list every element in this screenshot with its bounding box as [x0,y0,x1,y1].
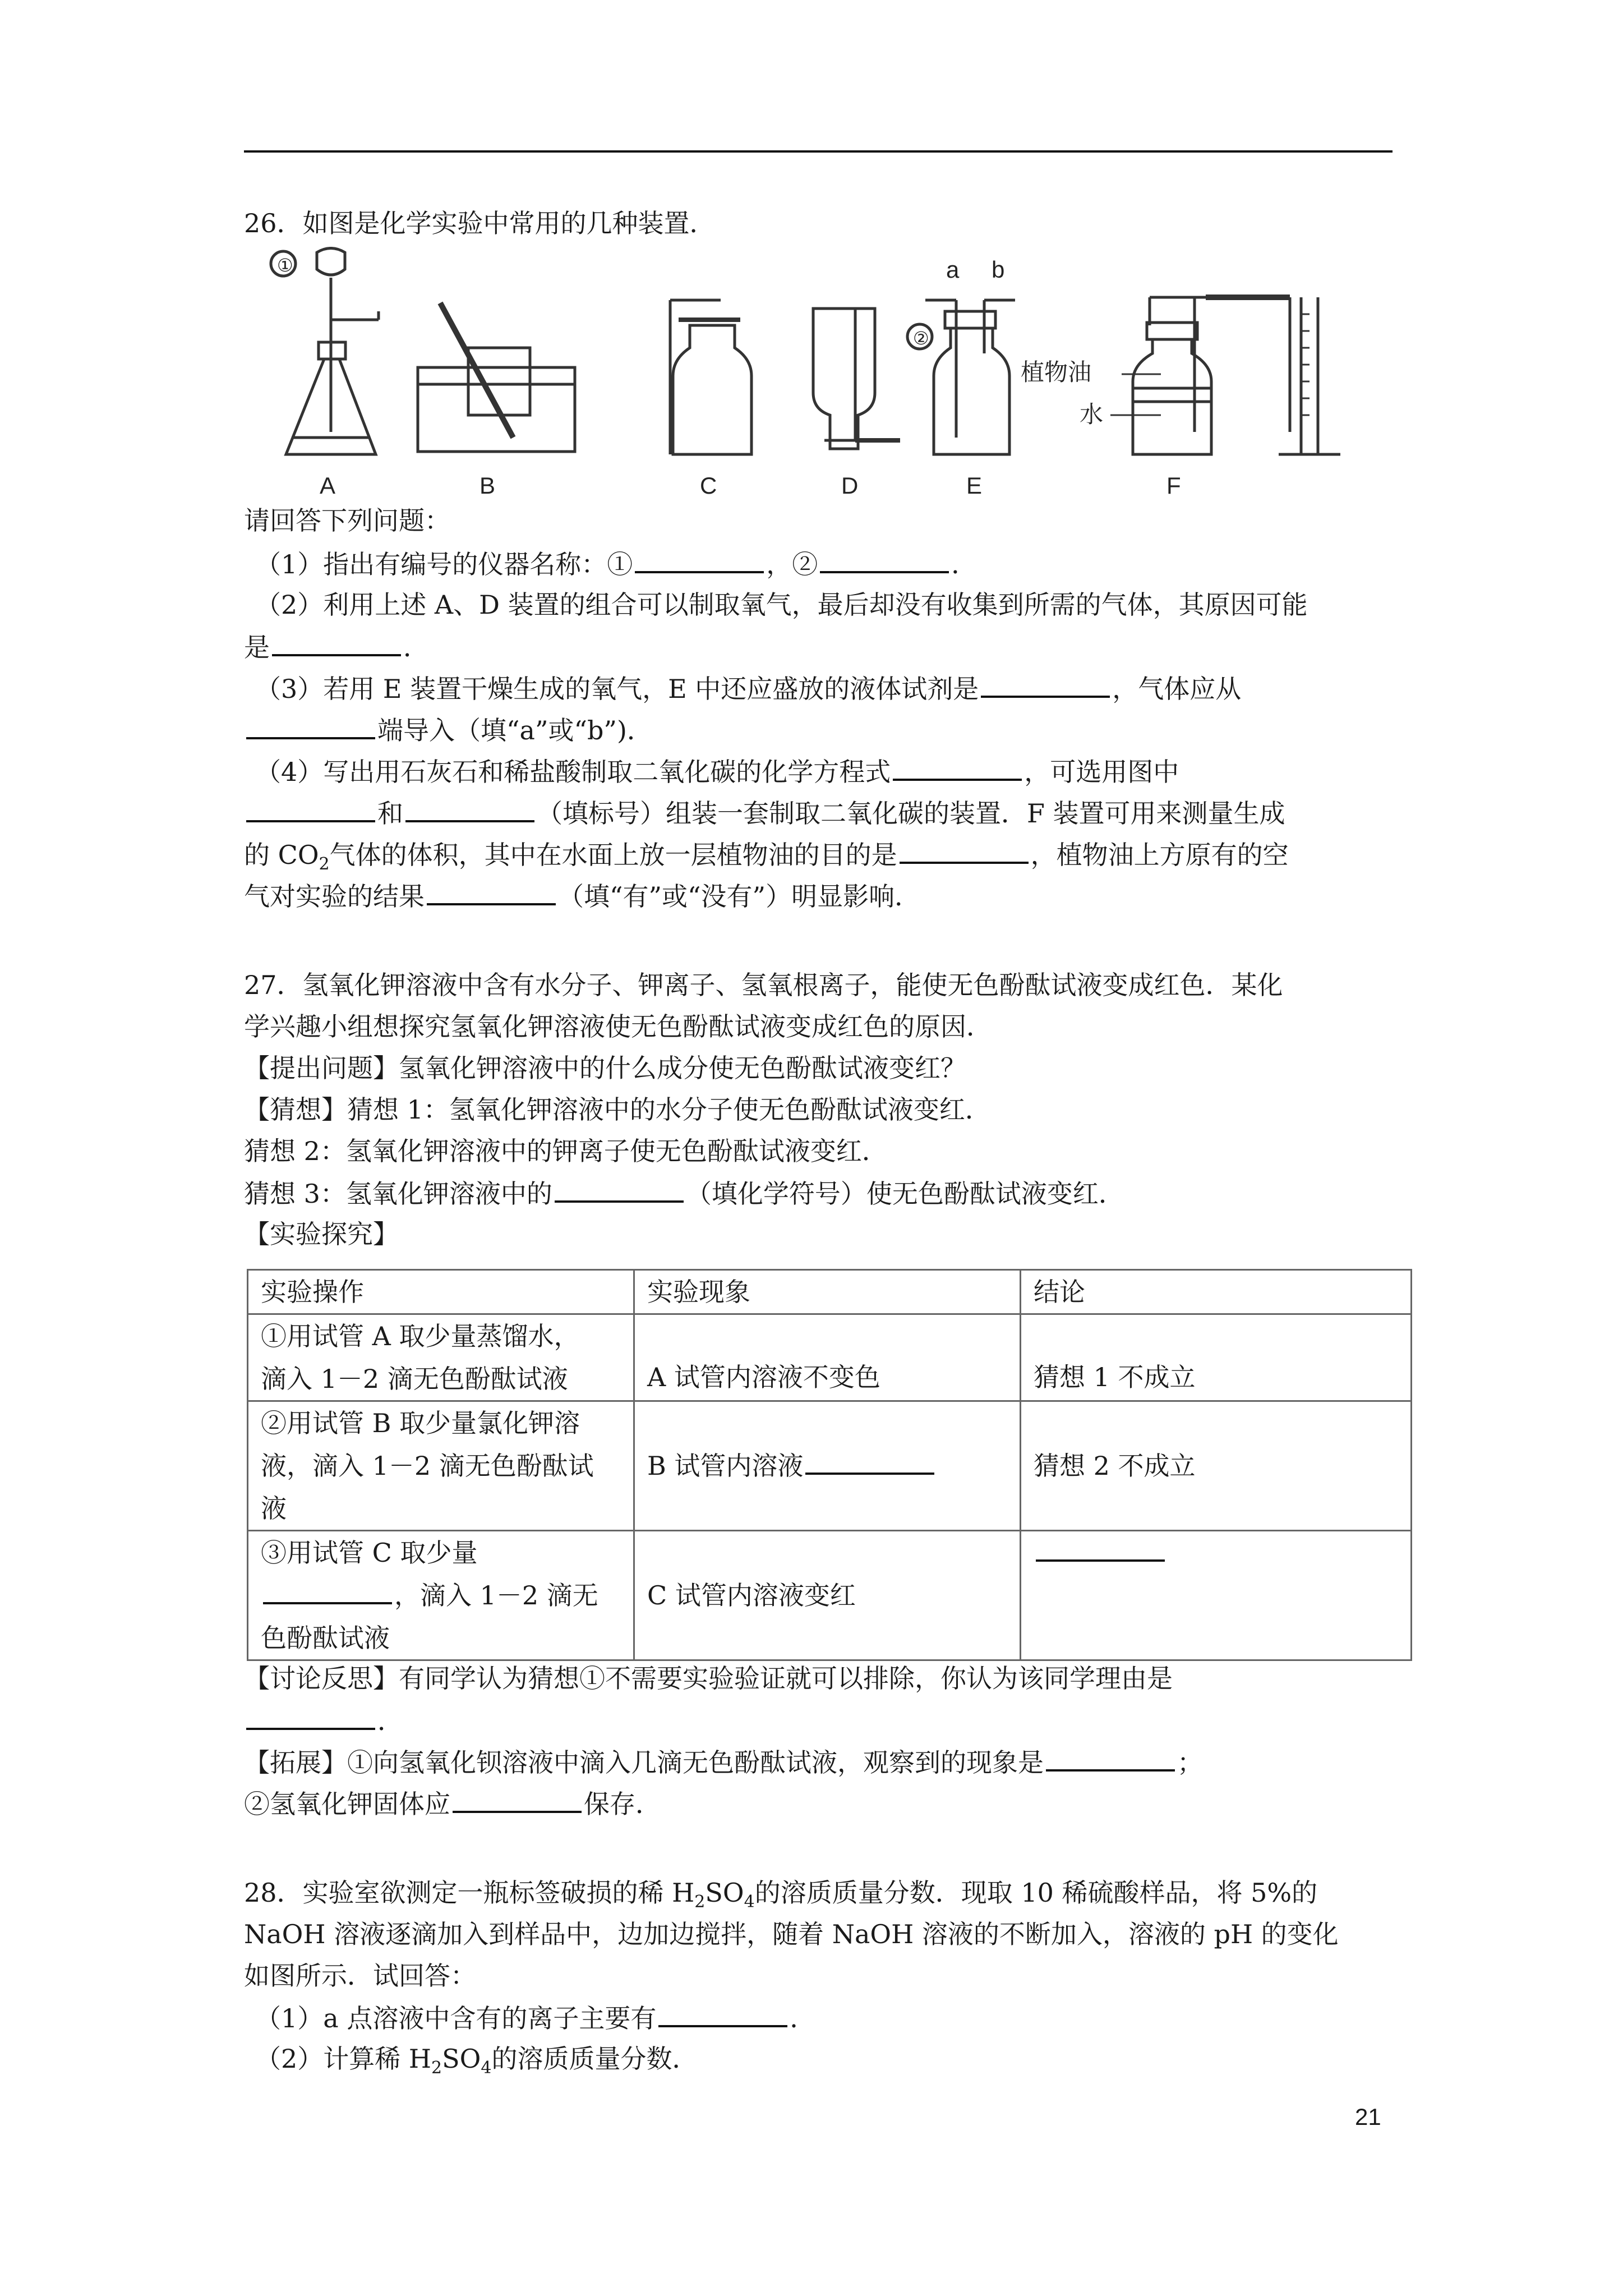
q27-intro-1: 27．氢氧化钾溶液中含有水分子、钾离子、氢氧根离子，能使无色酚酞试液变成红色．某化 [244,970,1283,1000]
label-oil: 植物油 [1021,359,1092,385]
q26-part2: （2）利用上述 A、D 装置的组合可以制取氧气，最后却没有收集到所需的气体，其原因可能 [255,590,1308,620]
label-circle1: ① [277,255,293,275]
table-header: 实验操作 [248,1270,634,1314]
q28-part1: （1）a 点溶液中含有的离子主要有 ． [255,2000,815,2035]
q27-question: 【提出问题】氢氧化钾溶液中的什么成分使无色酚酞试液变红？ [244,1053,966,1083]
label-port-b: b [992,256,1005,283]
answer-blank [453,1786,582,1813]
answer-blank [246,795,375,822]
answer-blank [427,878,556,905]
answer-blank [805,1448,934,1475]
q27-guess3: 猜想 3：氢氧化钾溶液中的 （填化学符号）使无色酚酞试液变红． [244,1176,1124,1211]
table-cell: C 试管内溶液变红 [634,1531,1021,1660]
q26-title: 26．如图是化学实验中常用的几种装置． [244,208,716,238]
apparatus-drawing [247,247,1402,505]
answer-blank [263,1577,392,1604]
table-header: 实验现象 [634,1270,1021,1314]
q27-guess1: 【猜想】猜想 1：氢氧化钾溶液中的水分子使无色酚酞试液变红． [244,1094,991,1125]
label-A: A [320,472,336,499]
q28-line2: NaOH 溶液逐滴加入到样品中，边加边搅拌，随着 NaOH 溶液的不断加入，溶液的 pH 的变化 [244,1919,1339,1949]
answer-blank [658,2000,787,2027]
table-row [248,1401,1412,1531]
answer-blank [246,1703,375,1730]
q26-part3: （3）若用 E 装置干燥生成的氧气，E 中还应盛放的液体试剂是 ，气体应从 [255,671,1241,706]
experiment-table [247,1269,1412,1661]
q28-line3: 如图所示．试回答： [244,1961,476,1991]
q26-prompt: 请回答下列问题： [244,505,450,536]
label-D: D [841,472,859,499]
answer-blank [405,795,534,822]
q26-part1: （1）指出有编号的仪器名称：① ，② ． [255,546,977,581]
label-circle2: ② [913,328,929,348]
label-port-a: a [946,256,960,283]
answer-blank [635,546,764,573]
table-row [248,1531,1412,1660]
label-B: B [479,472,496,499]
q26-part2-cont: 是 ． [244,629,429,664]
answer-blank [981,671,1110,698]
q26-part4: （4）写出用石灰石和稀盐酸制取二氧化碳的化学方程式 ，可选用图中 [255,754,1179,789]
answer-blank [900,837,1029,864]
q27-guess2: 猜想 2：氢氧化钾溶液中的钾离子使无色酚酞试液变红． [244,1136,888,1166]
q26-part3-cont: 端导入（填“a”或“b”)． [244,712,653,747]
q27-explore: 【实验探究】 [244,1219,399,1249]
apparatus-figure [247,247,1402,505]
answer-blank [820,546,949,573]
q27-discuss: 【讨论反思】有同学认为猜想①不需要实验验证就可以排除，你认为该同学理由是 [244,1663,1173,1694]
table-cell: ③用试管 C 取少量 ，滴入 1－2 滴无 色酚酞试液 [248,1531,634,1660]
table-cell: 猜想 1 不成立 [1021,1314,1412,1401]
table-header: 结论 [1021,1270,1412,1314]
label-E: E [966,472,983,499]
table-cell: ②用试管 B 取少量氯化钾溶 液，滴入 1－2 滴无色酚酞试 液 [248,1401,634,1531]
label-C: C [700,472,717,499]
answer-blank [555,1176,684,1203]
table-cell [1021,1531,1412,1660]
table-row [248,1314,1412,1401]
label-F: F [1166,472,1181,499]
table-cell: 猜想 2 不成立 [1021,1401,1412,1531]
q26-part4-cont2: 的 $CO_2$气体的体积，其中在水面上放一层植物油的目的是 ，植物油上方原有的空 [244,837,1289,872]
q26-part4-cont1: 和 （填标号）组装一套制取二氧化碳的装置．F 装置可用来测量生成 [244,795,1285,830]
answer-blank [893,754,1022,781]
q26-part4-cont3: 气对实验的结果 （填“有”或“没有”）明显影响． [244,878,920,913]
q27-extension: 【拓展】①向氢氧化钡溶液中滴入几滴无色酚酞试液，观察到的现象是 ； [244,1745,1203,1779]
answer-blank [1036,1535,1165,1562]
table-cell: ①用试管 A 取少量蒸馏水， 滴入 1－2 滴无色酚酞试液 [248,1314,634,1401]
q28-part2: （2）计算稀 $H_2SO_4$的溶质质量分数． [255,2044,698,2078]
header-rule [244,150,1393,153]
table-cell: B 试管内溶液 [634,1401,1021,1531]
answer-blank [246,712,375,739]
answer-blank [272,629,401,656]
table-header-row [248,1270,1412,1314]
q28-line1: 28．实验室欲测定一瓶标签破损的稀 $H_2SO_4$的溶质质量分数．现取 10 稀硫酸样品，将 5%的 [244,1878,1318,1912]
q27-discuss-cont: ． [244,1703,403,1738]
label-water: 水 [1080,401,1104,427]
q27-intro-2: 学兴趣小组想探究氢氧化钾溶液使无色酚酞试液变成红色的原因． [244,1011,992,1042]
answer-blank [1046,1745,1175,1772]
q27-extension-2: ②氢氧化钾固体应 保存． [244,1786,661,1821]
page-number: 21 [1355,2104,1381,2130]
table-cell: A 试管内溶液不变色 [634,1314,1021,1401]
